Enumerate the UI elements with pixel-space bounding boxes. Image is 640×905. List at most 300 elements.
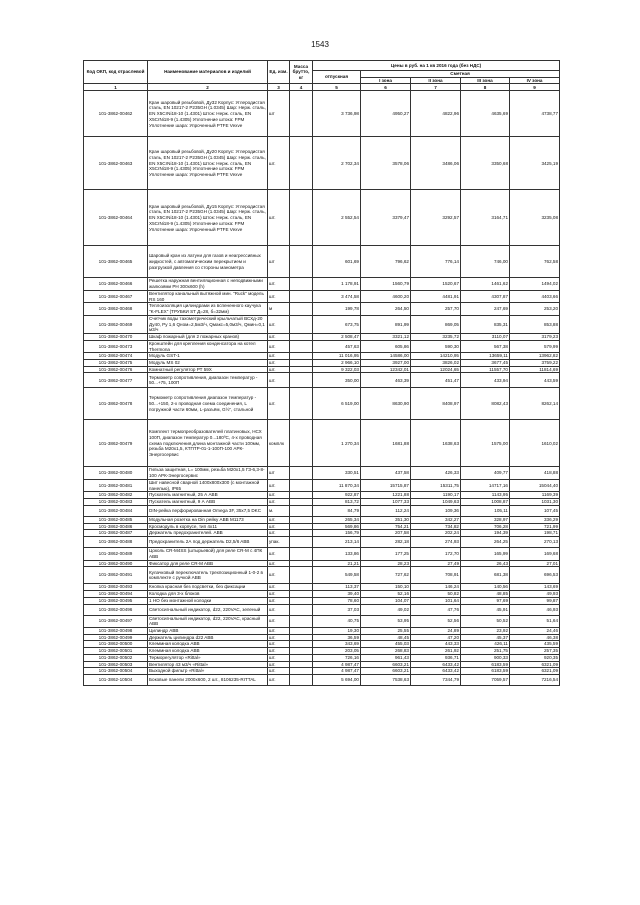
table-row [84,516,560,523]
header-estimate: Сметная [361,71,560,78]
cell-mass [290,492,313,499]
cell-name: Кран шаровый резьбовой, Ду20 Корпус: Углеродистая сталь, EN 10217-2 P235GH (1.0345) Шар: Нерж. сталь, EN X5CrNi18-10 (1.4301) Шток: Нерж. сталь, EN X5CrNi18-9 (1.4305) Уплотнение штока: FPM Уплотнение шара: Упроченный PTFE Vexve [148,137,268,190]
cell-unit: шт. [268,353,290,360]
cell-unit: шт. [268,648,290,655]
column-number: 3 [268,84,290,91]
cell-zone3-price: 409,77 [461,467,510,479]
table-row [84,388,560,420]
cell-zone2-price: 4481,91 [411,290,461,302]
table-row [84,661,560,668]
cell-zone3-price: 45,91 [461,604,510,615]
cell-name: Модуль GST-1 [148,353,268,360]
cell-zone2-price: 3826,02 [411,360,461,367]
cell-code: 101-3862-00486 [84,523,148,530]
cell-zone1-price: 49,02 [361,604,411,615]
cell-zone1-price: 268,83 [361,648,411,655]
cell-zone3-price: 7059,57 [461,675,510,686]
cell-zone1-price: 53,95 [361,615,411,627]
cell-mass [290,334,313,341]
cell-zone4-price: 27,01 [510,560,560,567]
cell-zone1-price: 605,86 [361,340,411,352]
table-row [84,492,560,499]
cell-name: Кран шаровый резьбовой, Ду15 Корпус: Углеродистая сталь, EN 10217-2 P235GH (1.0345) Шар: Нерж. сталь, EN X5CrNi18-10 (1.4301) Шток: Нерж. сталь, EN X5CrNi18-9 (1.4305) Уплотнение штока: FPM Уплотнение шара: Упроченный PTFE Vexve [148,190,268,246]
cell-release-price: 40,75 [313,615,361,627]
cell-unit: шт. [268,661,290,668]
cell-zone1-price: 891,99 [361,315,411,333]
cell-mass [290,360,313,367]
cell-zone3-price: 48,85 [461,591,510,598]
cell-name: Колодка для 3-х блоков [148,591,268,598]
cell-release-price: 5 694,00 [313,675,361,686]
table-row [84,373,560,388]
cell-release-price: 549,58 [313,567,361,584]
cell-name: Держатель предохранителей. ABB [148,530,268,537]
cell-zone2-price: 734,82 [411,523,461,530]
cell-zone1-price: 104,07 [361,597,411,604]
cell-release-price: 922,87 [313,492,361,499]
header-zone2: II зона [411,77,461,84]
cell-code: 101-3862-00483 [84,499,148,506]
cell-mass [290,315,313,333]
cell-mass [290,499,313,506]
cell-name: Решетка наружная вентиляционная с неподвижными жалюзями РН 300х600 (h) [148,278,268,290]
cell-release-price: 11 870,34 [313,479,361,491]
cell-zone1-price: 8630,90 [361,388,411,420]
cell-zone2-price: 261,92 [411,648,461,655]
cell-zone4-price: 49,93 [510,591,560,598]
cell-release-price: 37,03 [313,604,361,615]
cell-zone1-price: 207,58 [361,530,411,537]
cell-unit: шт. [268,137,290,190]
cell-unit: шт. [268,567,290,584]
table-row [84,584,560,591]
cell-mass [290,560,313,567]
cell-code: 101-3862-00501 [84,648,148,655]
cell-zone2-price: 24,89 [411,627,461,634]
table-row [84,499,560,506]
cell-zone1-price: 961,43 [361,654,411,661]
cell-unit: шт. [268,560,290,567]
cell-mass [290,591,313,598]
cell-release-price: 2 552,54 [313,190,361,246]
cell-name: Гильза защитная, L= 100мм, резьба М20х1,5 ГЗ-6,3-8-100 АРК-Энергосервис [148,467,268,479]
cell-unit: шт [268,246,290,278]
cell-zone2-price: 708,91 [411,567,461,584]
cell-release-price: 4 987,47 [313,668,361,675]
cell-unit: шт. [268,530,290,537]
header-release: отпускная [313,71,361,84]
cell-mass [290,366,313,373]
table-row [84,290,560,302]
cell-zone2-price: 443,33 [411,641,461,648]
cell-zone3-price: 6183,59 [461,668,510,675]
table-row [84,648,560,655]
table-row [84,505,560,516]
cell-zone4-price: 143,69 [510,584,560,591]
cell-zone1-price: 463,39 [361,373,411,388]
cell-zone2-price: 3235,72 [411,334,461,341]
header-mass: Масса брутто, кг [290,61,313,84]
cell-code: 101-3862-00462 [84,91,148,137]
cell-zone2-price: 1638,63 [411,420,461,467]
cell-zone4-price: 6321,09 [510,661,560,668]
cell-code: 101-3862-00503 [84,661,148,668]
cell-zone1-price: 455,03 [361,641,411,648]
cell-mass [290,654,313,661]
cell-name: Модуль MS 02 [148,360,268,367]
cell-mass [290,246,313,278]
cell-name: Теплоизоляция цилиндрами из вспененного каучука "K-FLEX" (ТРУБКИ ST Д=28, б=32мм) [148,303,268,315]
cell-name: Клеммная колодка ABB [148,641,268,648]
cell-name: Кулачковый переключатель трехпозиционный 1-0-2 в комплекте с ручкой ABB [148,567,268,584]
cell-zone3-price: 681,38 [461,567,510,584]
cell-zone2-price: 27,49 [411,560,461,567]
cell-release-price: 673,75 [313,315,361,333]
cell-zone2-price: 47,76 [411,604,461,615]
cell-zone1-price: 25,55 [361,627,411,634]
cell-zone2-price: 15311,75 [411,479,461,491]
cell-zone4-price: 8262,14 [510,388,560,420]
cell-zone2-price: 451,47 [411,373,461,388]
cell-zone2-price: 172,70 [411,548,461,560]
cell-zone4-price: 6321,09 [510,668,560,675]
cell-mass [290,516,313,523]
cell-code: 101-3862-00498 [84,627,148,634]
cell-zone2-price: 14210,95 [411,353,461,360]
cell-zone3-price: 140,56 [461,584,510,591]
cell-zone1-price: 264,50 [361,303,411,315]
cell-zone4-price: 13962,82 [510,353,560,360]
cell-mass [290,303,313,315]
cell-name: Предохранитель 2А под держатель D2,5/6 ABB [148,537,268,548]
cell-unit: шт. [268,334,290,341]
cell-mass [290,661,313,668]
cell-mass [290,91,313,137]
cell-release-price: 9 322,03 [313,366,361,373]
cell-zone1-price: 1681,88 [361,420,411,467]
cell-zone3-price: 328,97 [461,516,510,523]
cell-zone3-price: 97,69 [461,597,510,604]
cell-mass [290,479,313,491]
cell-name: Счетчик воды тахометрический крыльчатый ВСХд-20 Ду40, Ру 1,6 Qном=2,5м3/ч, Qмакс=5,0м3/ч, Qмин=0,1 м3/ч [148,315,268,333]
cell-unit: шт. [268,597,290,604]
cell-release-price: 213,14 [313,537,361,548]
cell-name: Цоколь CR-M4SS (штырьевой) для реле CR-M с 4ПК ABB [148,548,268,560]
cell-mass [290,467,313,479]
header-prices: Цены в руб. на 1 кв 2016 года (без НДС) [313,61,560,71]
cell-zone3-price: 26,43 [461,560,510,567]
column-number: 7 [411,84,461,91]
cell-code: 101-3862-00470 [84,334,148,341]
cell-name: Шкаф пожарный (для 2 пожарных кранов) [148,334,268,341]
cell-release-price: 1 270,34 [313,420,361,467]
cell-zone3-price: 14717,16 [461,479,510,491]
cell-zone3-price: 264,25 [461,537,510,548]
cell-code: 101-3862-00463 [84,137,148,190]
cell-zone1-price: 6603,21 [361,661,411,668]
cell-zone4-price: 853,88 [510,315,560,333]
cell-zone3-price: 433,94 [461,373,510,388]
cell-zone4-price: 257,35 [510,648,560,655]
cell-zone4-price: 11814,69 [510,366,560,373]
column-number: 6 [361,84,411,91]
column-number: 5 [313,84,361,91]
cell-unit: шт. [268,634,290,641]
cell-zone3-price: 3164,71 [461,190,510,246]
cell-zone4-price: 336,29 [510,516,560,523]
cell-zone3-price: 6183,59 [461,661,510,668]
cell-code: 101-3862-00468 [84,303,148,315]
cell-name: Клеммная колодка ABB [148,648,268,655]
cell-zone2-price: 6433,42 [411,668,461,675]
cell-zone4-price: 1610,02 [510,420,560,467]
cell-mass [290,537,313,548]
cell-code: 101-3862-00485 [84,516,148,523]
cell-code: 101-3862-00495 [84,597,148,604]
cell-name: Боковые панели 2000х600, 2 шт., 8106235-RITTAL [148,675,268,686]
cell-release-price: 133,86 [313,548,361,560]
cell-name: Держатель цилиндра d22 ABB [148,634,268,641]
cell-zone2-price: 8408,97 [411,388,461,420]
table-row [84,560,560,567]
cell-zone4-price: 696,53 [510,567,560,584]
cell-zone2-price: 257,70 [411,303,461,315]
cell-mass [290,584,313,591]
cell-zone4-price: 579,99 [510,340,560,352]
cell-release-price: 343,69 [313,641,361,648]
cell-name: Фиксатор для реле CR-M ABB [148,560,268,567]
table-row [84,641,560,648]
cell-zone1-price: 727,62 [361,567,411,584]
cell-zone1-price: 4600,20 [361,290,411,302]
cell-zone3-price: 835,31 [461,315,510,333]
cell-code: 101-3862-00490 [84,560,148,567]
cell-zone2-price: 202,24 [411,530,461,537]
cell-zone4-price: 4738,77 [510,91,560,137]
cell-zone4-price: 3425,19 [510,137,560,190]
cell-mass [290,567,313,584]
cell-name: Термометр сопротивления, диапазон температур - 50...+75, 100П [148,373,268,388]
cell-release-price: 78,60 [313,597,361,604]
table-row [84,523,560,530]
cell-name: Кран шаровый резьбовой, Ду32 Корпус: Углеродистая сталь, EN 10217-2 P235GH (1.0345) Шар: Нерж. сталь, EN X5CrNi18-10 (1.4301) Шток: Нерж. сталь, EN X5CrNi18-9 (1.4305) Уплотнение штока: FPM Уплотнение шара: Упроченный PTFE Vexve [148,91,268,137]
cell-unit: шт. [268,366,290,373]
cell-code: 101-3862-00497 [84,615,148,627]
cell-zone3-price: 8082,43 [461,388,510,420]
cell-unit: шт. [268,190,290,246]
cell-name: Кнопка красная без подсветки, без фиксации [148,584,268,591]
cell-name: Комплект термопреобразователей платиновых, НСХ 100П, диапазон температур 0...180ºС, 4-х проводная схема подключения,длина монтажной части 100мм, резьба М20х1,5, КТПТР-01-1-100П-100 АРК-Энергосервис [148,420,268,467]
cell-zone4-price: 920,35 [510,654,560,661]
cell-zone2-price: 936,71 [411,654,461,661]
cell-zone3-price: 251,75 [461,648,510,655]
cell-unit: шт. [268,668,290,675]
cell-zone2-price: 3486,06 [411,137,461,190]
cell-zone2-price: 1190,17 [411,492,461,499]
cell-zone3-price: 1008,87 [461,499,510,506]
cell-name: Комнатный регулятор РТ 59Х [148,366,268,373]
cell-zone4-price: 1494,02 [510,278,560,290]
cell-name: Пускатель магнитный, 9 А ABB [148,499,268,506]
cell-mass [290,668,313,675]
cell-name: 1 НО без монтажной колодки [148,597,268,604]
cell-code: 101-3862-00481 [84,479,148,491]
cell-name: Цилиндр ABB [148,627,268,634]
cell-unit: шт. [268,315,290,333]
cell-zone4-price: 721,99 [510,523,560,530]
cell-zone1-price: 3379,47 [361,190,411,246]
cell-mass [290,597,313,604]
table-row [84,654,560,661]
cell-zone1-price: 1560,79 [361,278,411,290]
header-code: Код ОКП, код отраслевой [84,61,148,84]
cell-zone4-price: 253,20 [510,303,560,315]
table-row [84,303,560,315]
cell-release-price: 203,05 [313,648,361,655]
table-row [84,467,560,479]
cell-release-price: 6 519,00 [313,388,361,420]
table-row [84,668,560,675]
cell-name: Шаровый кран из латуни для газов и неагрессивных жидкостей, с автоматическим перекрытием и разгрузкой давления со стороны манометра [148,246,268,278]
cell-unit: шт. [268,516,290,523]
cell-mass [290,137,313,190]
cell-zone2-price: 109,36 [411,505,461,516]
cell-release-price: 601,69 [313,246,361,278]
cell-code: 101-3862-00469 [84,315,148,333]
page-number: 1543 [311,40,329,49]
cell-zone1-price: 112,24 [361,505,411,516]
cell-name: Терморегулятор «Rittal» [148,654,268,661]
cell-release-price: 2 966,10 [313,360,361,367]
cell-unit: м [268,303,290,315]
cell-code: 101-3862-00494 [84,591,148,598]
cell-zone1-price: 4950,27 [361,91,411,137]
header-zone1: I зона [361,77,411,84]
cell-zone3-price: 105,11 [461,505,510,516]
cell-code: 101-3862-00473 [84,340,148,352]
table-row [84,634,560,641]
cell-code: 101-3862-00478 [84,388,148,420]
cell-mass [290,290,313,302]
cell-mass [290,627,313,634]
cell-zone1-price: 12342,01 [361,366,411,373]
cell-zone3-price: 567,38 [461,340,510,352]
cell-zone3-price: 4635,69 [461,91,510,137]
table-row [84,548,560,560]
cell-zone4-price: 46,93 [510,604,560,615]
cell-mass [290,530,313,537]
cell-zone1-price: 28,23 [361,560,411,567]
column-number: 9 [510,84,560,91]
cell-code: 101-3862-00499 [84,634,148,641]
cell-name: Модульная розетка на Din рейку ABB M1173 [148,516,268,523]
cell-zone3-price: 13659,11 [461,353,510,360]
cell-zone2-price: 274,93 [411,537,461,548]
cell-release-price: 199,78 [313,303,361,315]
cell-zone3-price: 247,69 [461,303,510,315]
cell-release-price: 156,79 [313,530,361,537]
cell-zone2-price: 426,33 [411,467,461,479]
cell-zone1-price: 282,18 [361,537,411,548]
table-row [84,315,560,333]
cell-mass [290,420,313,467]
table-row [84,675,560,686]
cell-zone4-price: 169,68 [510,548,560,560]
cell-zone4-price: 3759,22 [510,360,560,367]
cell-zone2-price: 50,82 [411,591,461,598]
cell-zone2-price: 4822,96 [411,91,461,137]
cell-unit: шт. [268,499,290,506]
cell-unit: шт. [268,654,290,661]
cell-zone2-price: 12024,65 [411,366,461,373]
cell-zone2-price: 3292,57 [411,190,461,246]
cell-unit: шт. [268,340,290,352]
cell-zone1-price: 796,62 [361,246,411,278]
cell-code: 101-3862-00488 [84,537,148,548]
cell-release-price: 2 702,34 [313,137,361,190]
cell-zone3-price: 1143,95 [461,492,510,499]
cell-release-price: 19,30 [313,627,361,634]
cell-zone2-price: 342,27 [411,516,461,523]
cell-code: 101-3862-00504 [84,668,148,675]
cell-release-price: 4 987,47 [313,661,361,668]
cell-zone4-price: 418,88 [510,467,560,479]
cell-unit: шт. [268,360,290,367]
cell-unit: шт. [268,627,290,634]
cell-mass [290,373,313,388]
cell-zone2-price: 6433,42 [411,661,461,668]
cell-release-price: 350,00 [313,373,361,388]
cell-release-price: 21,21 [313,560,361,567]
table-row [84,604,560,615]
cell-zone1-price: 437,58 [361,467,411,479]
cell-code: 101-3862-00496 [84,604,148,615]
cell-name: Выходной фильтр «Rittal» [148,668,268,675]
cell-mass [290,615,313,627]
cell-release-price: 1 178,91 [313,278,361,290]
cell-zone3-price: 3350,68 [461,137,510,190]
cell-zone1-price: 754,21 [361,523,411,530]
cell-zone4-price: 3179,23 [510,334,560,341]
price-table [83,60,560,686]
table-row [84,334,560,341]
cell-mass [290,523,313,530]
cell-zone2-price: 52,56 [411,615,461,627]
cell-mass [290,353,313,360]
table-row [84,360,560,367]
cell-zone1-price: 3927,00 [361,360,411,367]
cell-name: Термометр сопротивления диапазон температур - 50...+150, 2-х проводная схема соединения, L погружной части 60мм, L-разъём, G½", стальной [148,388,268,420]
cell-unit: шт. [268,675,290,686]
cell-name: Светосигнальный индикатор, d22, 220VAC, зеленый [148,604,268,615]
cell-zone1-price: 177,25 [361,548,411,560]
cell-zone4-price: 443,59 [510,373,560,388]
table-row [84,537,560,548]
cell-code: 101-3862-00475 [84,360,148,367]
cell-unit: шт. [268,388,290,420]
cell-zone3-price: 23,92 [461,627,510,634]
table-row [84,137,560,190]
cell-zone4-price: 3235,08 [510,190,560,246]
cell-code: 101-3862-00474 [84,353,148,360]
table-row [84,420,560,467]
cell-unit: м. [268,505,290,516]
cell-release-price: 84,79 [313,505,361,516]
cell-code: 101-3862-00480 [84,467,148,479]
table-row [84,340,560,352]
cell-zone1-price: 15715,87 [361,479,411,491]
cell-zone1-price: 3578,06 [361,137,411,190]
